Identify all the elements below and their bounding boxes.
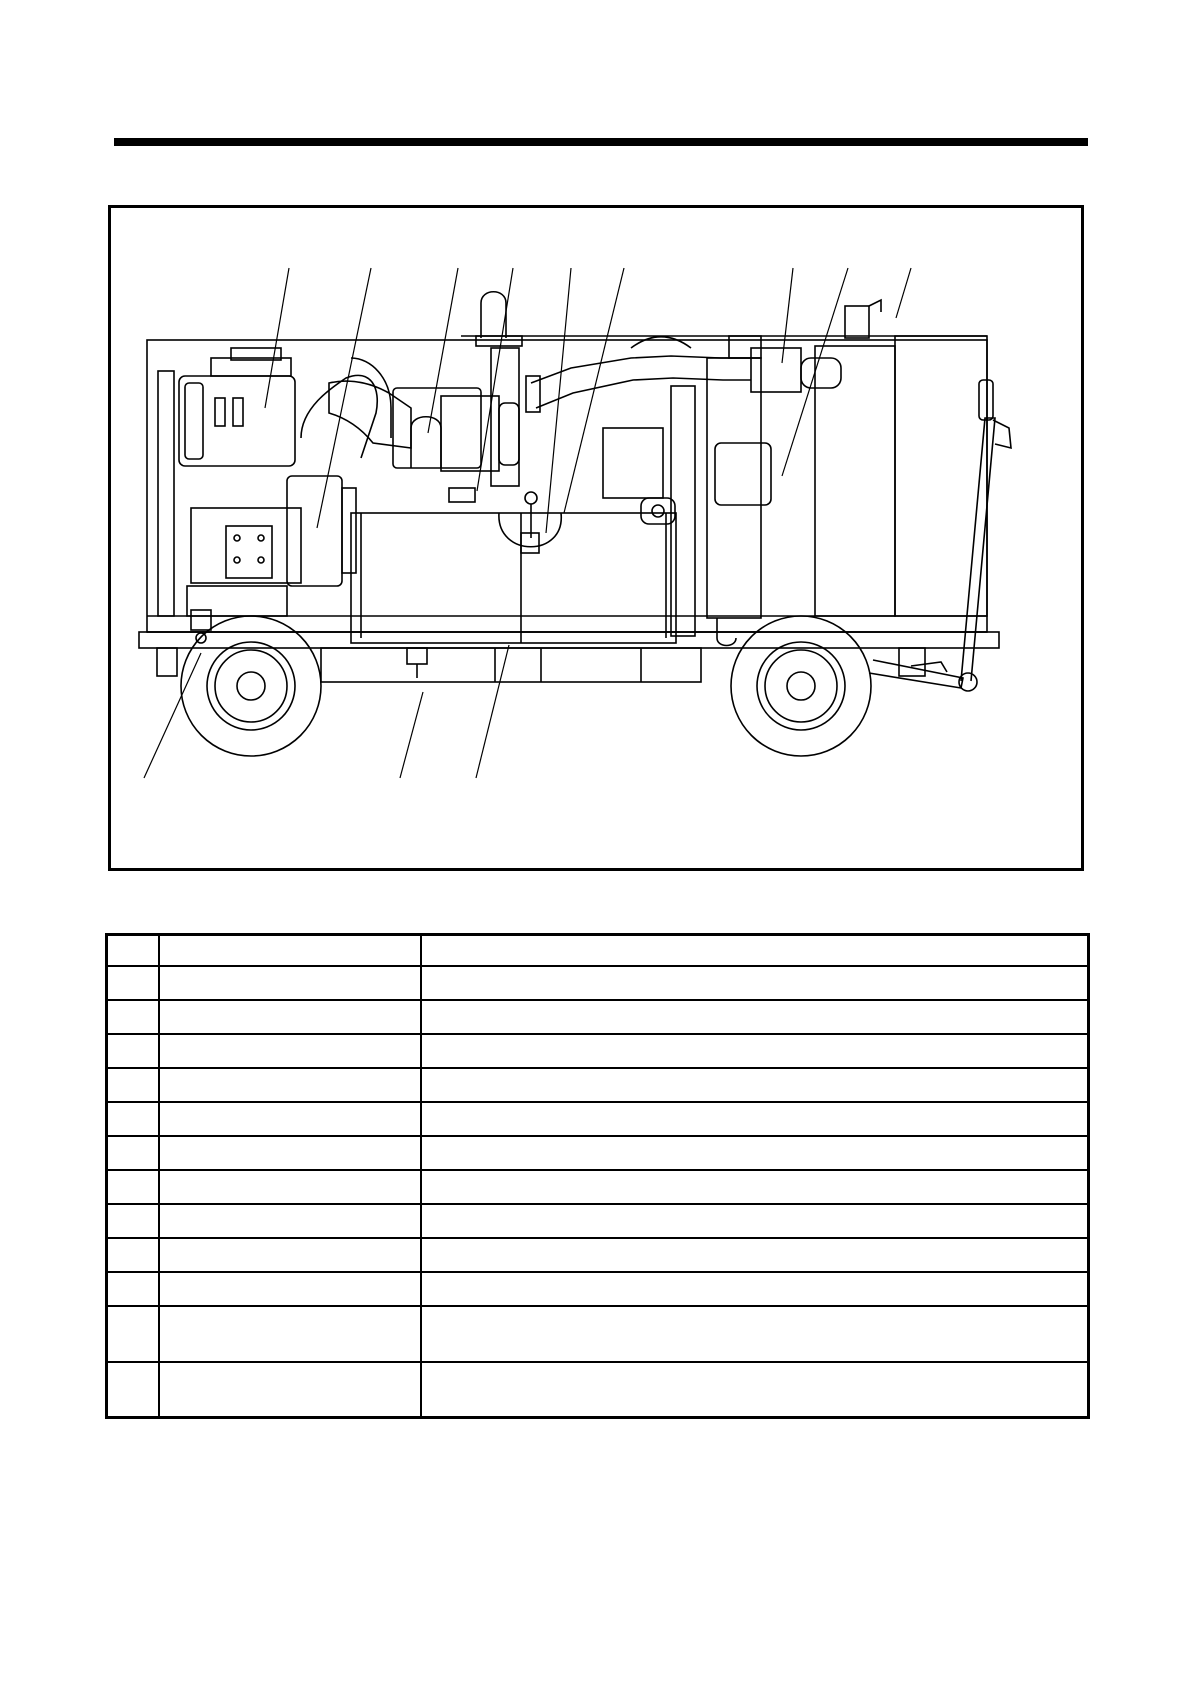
table-row: [107, 1068, 1089, 1102]
gauge-assembly: [499, 492, 561, 553]
equipment-figure: [108, 205, 1084, 871]
table-cell-name: [159, 1306, 421, 1362]
exhaust-pipe: [526, 337, 841, 412]
table-cell-no: [107, 1034, 159, 1068]
equipment-drawing: [111, 208, 1081, 868]
table-cell-name: [159, 1000, 421, 1034]
table-cell-no: [107, 1204, 159, 1238]
table-row: [107, 1204, 1089, 1238]
table-cell-description: [421, 1102, 1089, 1136]
table-cell-no: [107, 1170, 159, 1204]
table-cell-description: [421, 966, 1089, 1000]
table-row: [107, 1170, 1089, 1204]
table-cell-name: [159, 1136, 421, 1170]
table-cell-name: [159, 1170, 421, 1204]
table-row: [107, 1362, 1089, 1418]
table-cell-description: [421, 1362, 1089, 1418]
left-wheel: [181, 616, 321, 756]
silencer-cabinet: [815, 300, 987, 616]
table-row: [107, 1238, 1089, 1272]
table-row: [107, 1306, 1089, 1362]
table-cell-no: [107, 1362, 159, 1418]
engine-assembly: [179, 348, 391, 616]
header-cell-number: [107, 935, 159, 966]
table-row: [107, 1136, 1089, 1170]
table-cell-name: [159, 1362, 421, 1418]
table-row: [107, 1000, 1089, 1034]
table-cell-description: [421, 1136, 1089, 1170]
enclosure: [147, 336, 987, 632]
table-cell-description: [421, 1238, 1089, 1272]
table-row: [107, 1102, 1089, 1136]
table-cell-name: [159, 1102, 421, 1136]
parts-list-table: [105, 933, 1090, 1419]
table-cell-no: [107, 1000, 159, 1034]
table-cell-name: [159, 1204, 421, 1238]
table-cell-no: [107, 966, 159, 1000]
fuel-tank: [321, 513, 701, 682]
table-cell-description: [421, 1204, 1089, 1238]
table-cell-no: [107, 1068, 159, 1102]
table-cell-name: [159, 966, 421, 1000]
table-cell-no: [107, 1238, 159, 1272]
radiator: [707, 336, 771, 646]
table-cell-name: [159, 1034, 421, 1068]
header-cell-description: [421, 935, 1089, 966]
control-box: [603, 386, 695, 636]
table-cell-no: [107, 1272, 159, 1306]
table-cell-description: [421, 1170, 1089, 1204]
tow-bar: [869, 380, 1011, 691]
right-wheel: [731, 616, 871, 756]
table-cell-name: [159, 1068, 421, 1102]
table-cell-description: [421, 1068, 1089, 1102]
table-cell-no: [107, 1136, 159, 1170]
table-row: [107, 1034, 1089, 1068]
table-row: [107, 1272, 1089, 1306]
table-cell-no: [107, 1306, 159, 1362]
table-cell-description: [421, 1272, 1089, 1306]
table-cell-no: [107, 1102, 159, 1136]
table-row: [107, 966, 1089, 1000]
table-cell-description: [421, 1034, 1089, 1068]
header-cell-name: [159, 935, 421, 966]
table-cell-name: [159, 1272, 421, 1306]
callout-leaders: [144, 268, 911, 778]
table-header-row: [107, 935, 1089, 966]
header-rule: [114, 138, 1088, 146]
table-cell-description: [421, 1000, 1089, 1034]
table-cell-name: [159, 1238, 421, 1272]
table-cell-description: [421, 1306, 1089, 1362]
